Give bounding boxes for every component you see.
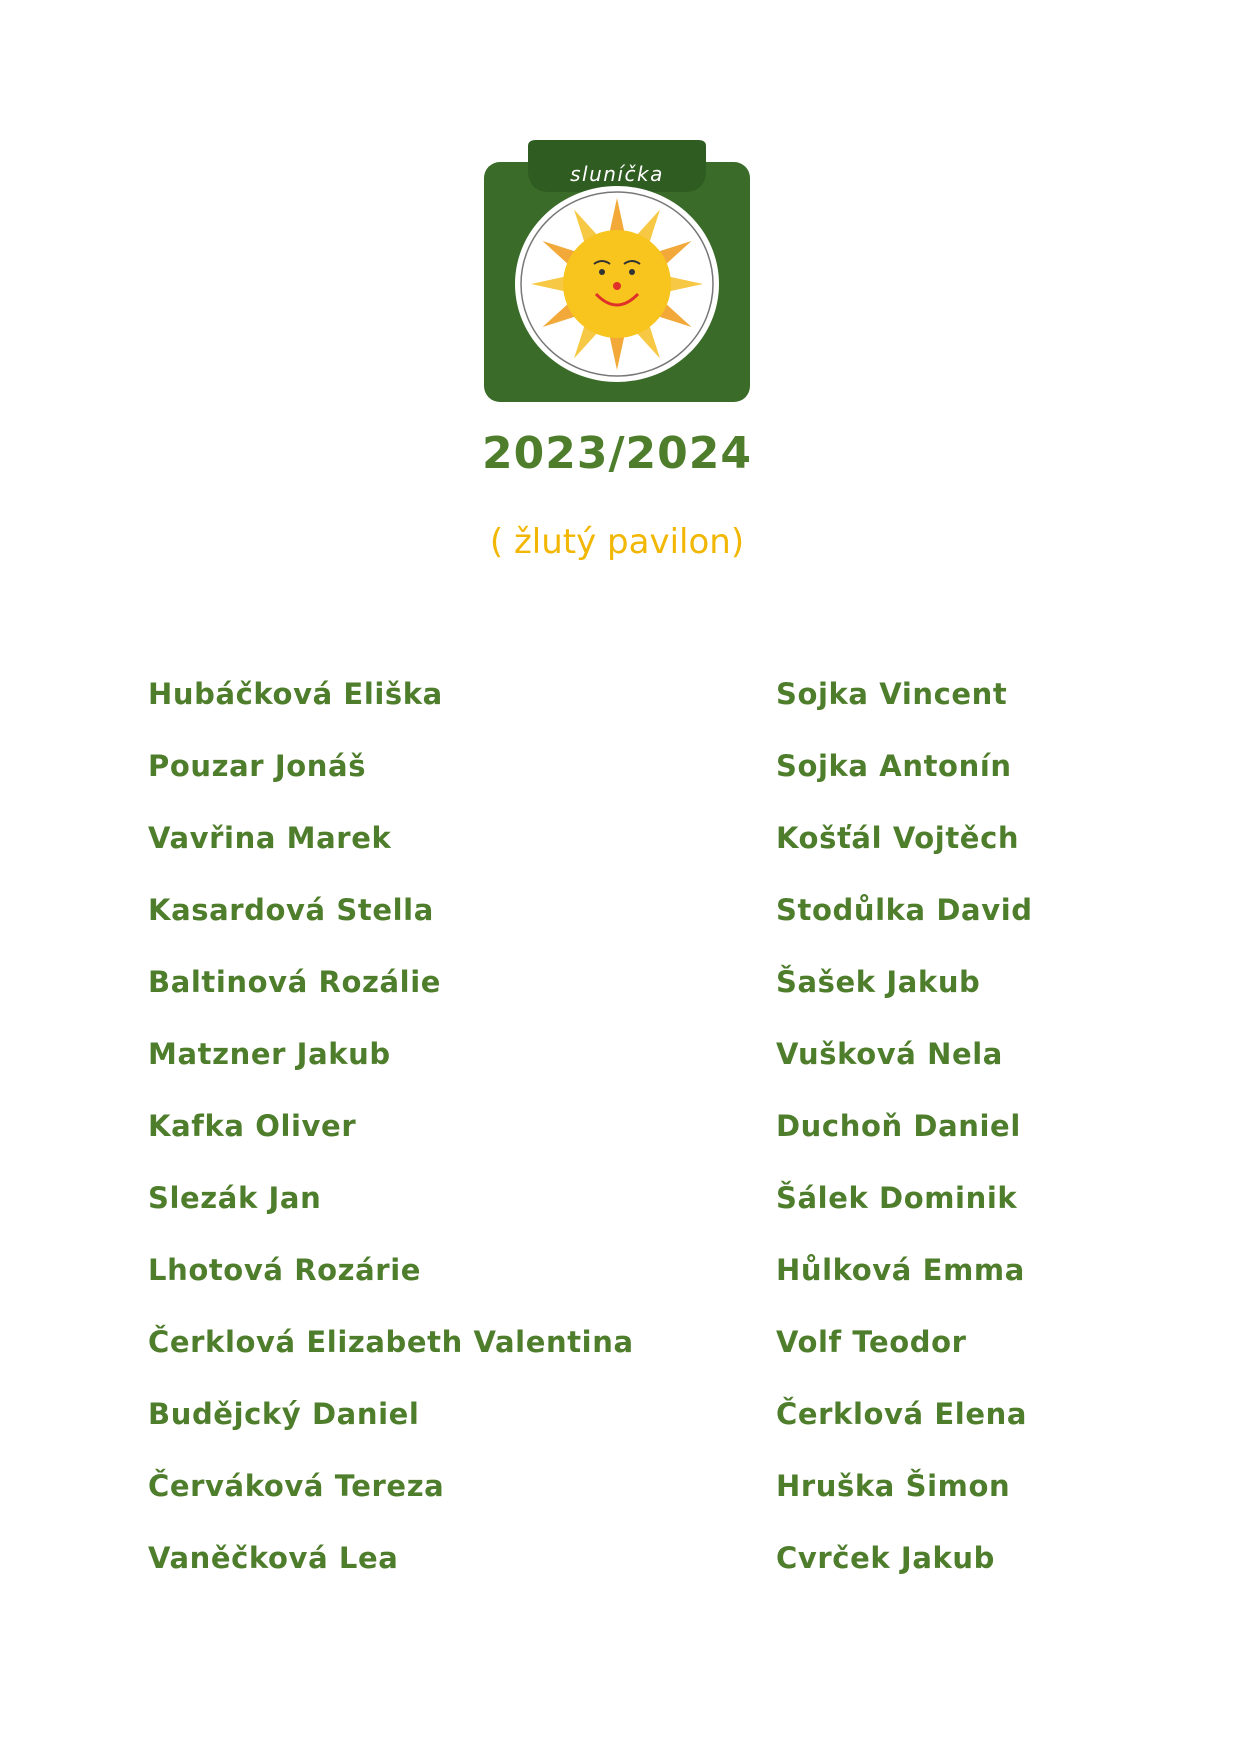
name-item: Cvrček Jakub (776, 1541, 995, 1575)
name-item: Slezák Jan (148, 1181, 322, 1215)
name-item: Vušková Nela (776, 1037, 1003, 1071)
name-item: Sojka Antonín (776, 749, 1012, 783)
name-item: Vavřina Marek (148, 821, 392, 855)
name-item: Hruška Šimon (776, 1469, 1011, 1503)
pavilion-label: ( žlutý pavilon) (489, 522, 745, 562)
name-item: Vaněčková Lea (148, 1541, 399, 1575)
name-item: Stodůlka David (776, 893, 1033, 927)
name-item: Šašek Jakub (776, 965, 981, 999)
name-item: Hůlková Emma (776, 1253, 1025, 1287)
names-list-right (776, 666, 1033, 1602)
name-item: Baltinová Rozálie (148, 965, 442, 999)
name-item: Hubáčková Eliška (148, 677, 443, 711)
name-item: Matzner Jakub (148, 1037, 391, 1071)
name-item: Kasardová Stella (148, 893, 434, 927)
school-year: 2023/2024 (482, 428, 752, 479)
name-item: Kafka Oliver (148, 1109, 357, 1143)
name-item: Červáková Tereza (148, 1469, 445, 1503)
logo-label: sluníčka (570, 162, 664, 186)
name-item: Košťál Vojtěch (776, 821, 1020, 855)
name-item: Pouzar Jonáš (148, 749, 367, 783)
name-item: Duchoň Daniel (776, 1109, 1021, 1143)
name-item: Sojka Vincent (776, 677, 1008, 711)
name-item: Budějcký Daniel (148, 1397, 420, 1431)
class-logo (484, 140, 750, 402)
name-item: Šálek Dominik (776, 1181, 1018, 1215)
name-item: Volf Teodor (776, 1325, 967, 1359)
name-item: Čerklová Elena (776, 1397, 1028, 1431)
name-item: Čerklová Elizabeth Valentina (148, 1325, 634, 1359)
names-list-left (148, 666, 634, 1602)
name-item: Lhotová Rozárie (148, 1253, 422, 1287)
